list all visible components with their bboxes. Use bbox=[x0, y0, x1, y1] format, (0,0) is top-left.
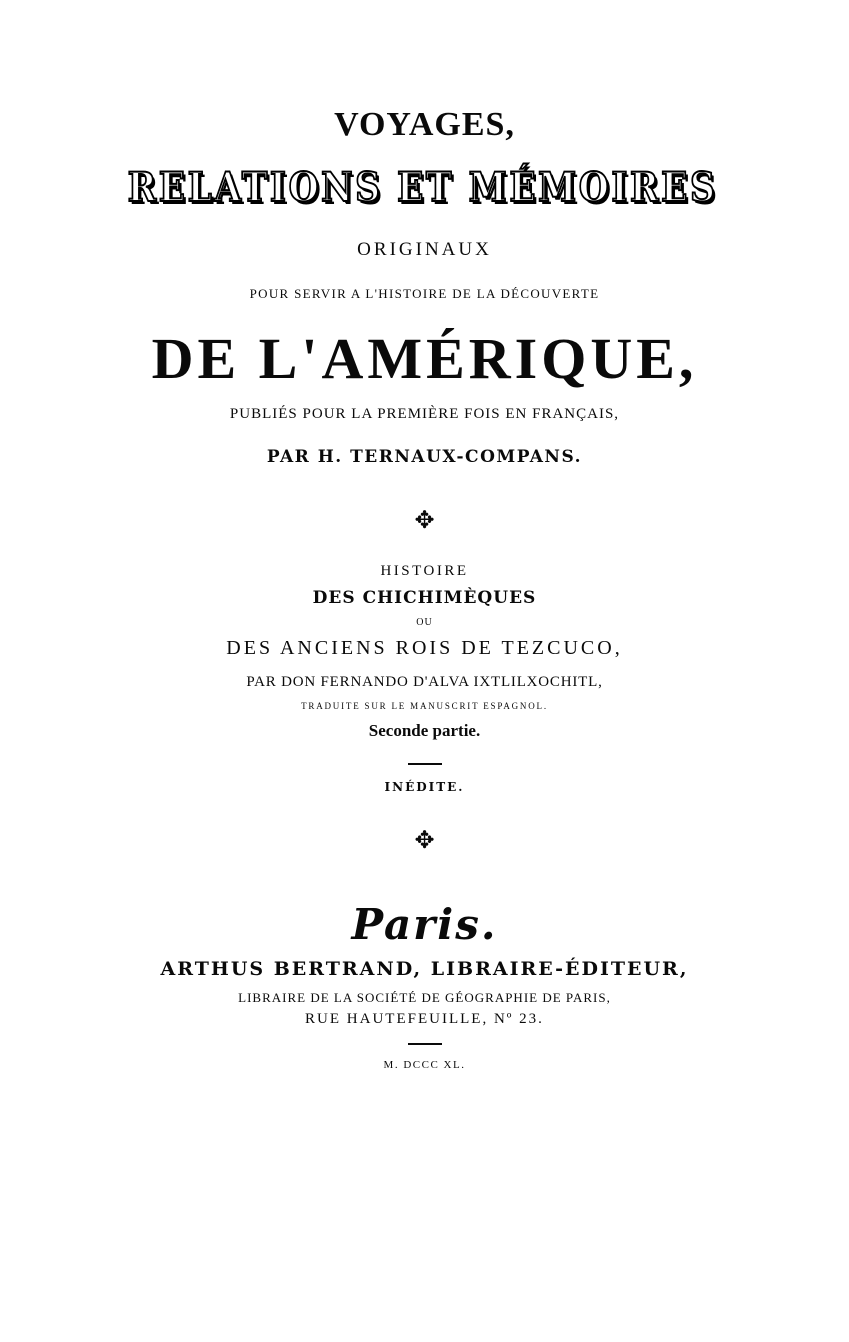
inedite-label: INÉDITE. bbox=[384, 780, 465, 794]
imprint-city: Paris. bbox=[351, 900, 498, 949]
fleuron-ornament-icon: ✥ bbox=[414, 506, 435, 534]
series-subtitle-originaux: ORIGINAUX bbox=[357, 239, 492, 260]
series-title-relations-memoires: RELATIONS ET MÉMOIRES bbox=[127, 164, 718, 211]
imprint-address: RUE HAUTEFEUILLE, Nº 23. bbox=[305, 1011, 544, 1027]
series-title-voyages: VOYAGES, bbox=[334, 106, 515, 143]
publication-note: PUBLIÉS POUR LA PREMIÈRE FOIS EN FRANÇAIS, bbox=[229, 406, 620, 422]
imprint-publisher: ARTHUS BERTRAND, LIBRAIRE-ÉDITEUR, bbox=[160, 958, 689, 980]
work-title-anciens-rois: DES ANCIENS ROIS DE TEZCUCO, bbox=[226, 637, 623, 659]
divider-rule bbox=[408, 1043, 442, 1045]
part-label: Seconde partie. bbox=[368, 721, 481, 740]
work-title-chichimeques: DES CHICHIMÈQUES bbox=[312, 588, 537, 608]
editor-credit: PAR H. TERNAUX-COMPANS. bbox=[266, 447, 583, 467]
series-title-amerique: DE L'AMÉRIQUE, bbox=[151, 326, 698, 391]
divider-rule bbox=[408, 763, 442, 765]
fleuron-ornament-icon: ✥ bbox=[414, 826, 435, 854]
imprint-society: LIBRAIRE DE LA SOCIÉTÉ DE GÉOGRAPHIE DE PARIS, bbox=[238, 990, 611, 1005]
imprint-date: M. DCCC XL. bbox=[383, 1059, 466, 1071]
translation-note: TRADUITE SUR LE MANUSCRIT ESPAGNOL. bbox=[301, 701, 548, 711]
series-subtitle-purpose: POUR SERVIR A L'HISTOIRE DE LA DÉCOUVERTE bbox=[249, 286, 600, 301]
author-credit: PAR DON FERNANDO D'ALVA IXTLILXOCHITL, bbox=[246, 674, 603, 690]
work-title-histoire: HISTOIRE bbox=[380, 563, 469, 579]
work-title-ou: OU bbox=[416, 617, 433, 628]
